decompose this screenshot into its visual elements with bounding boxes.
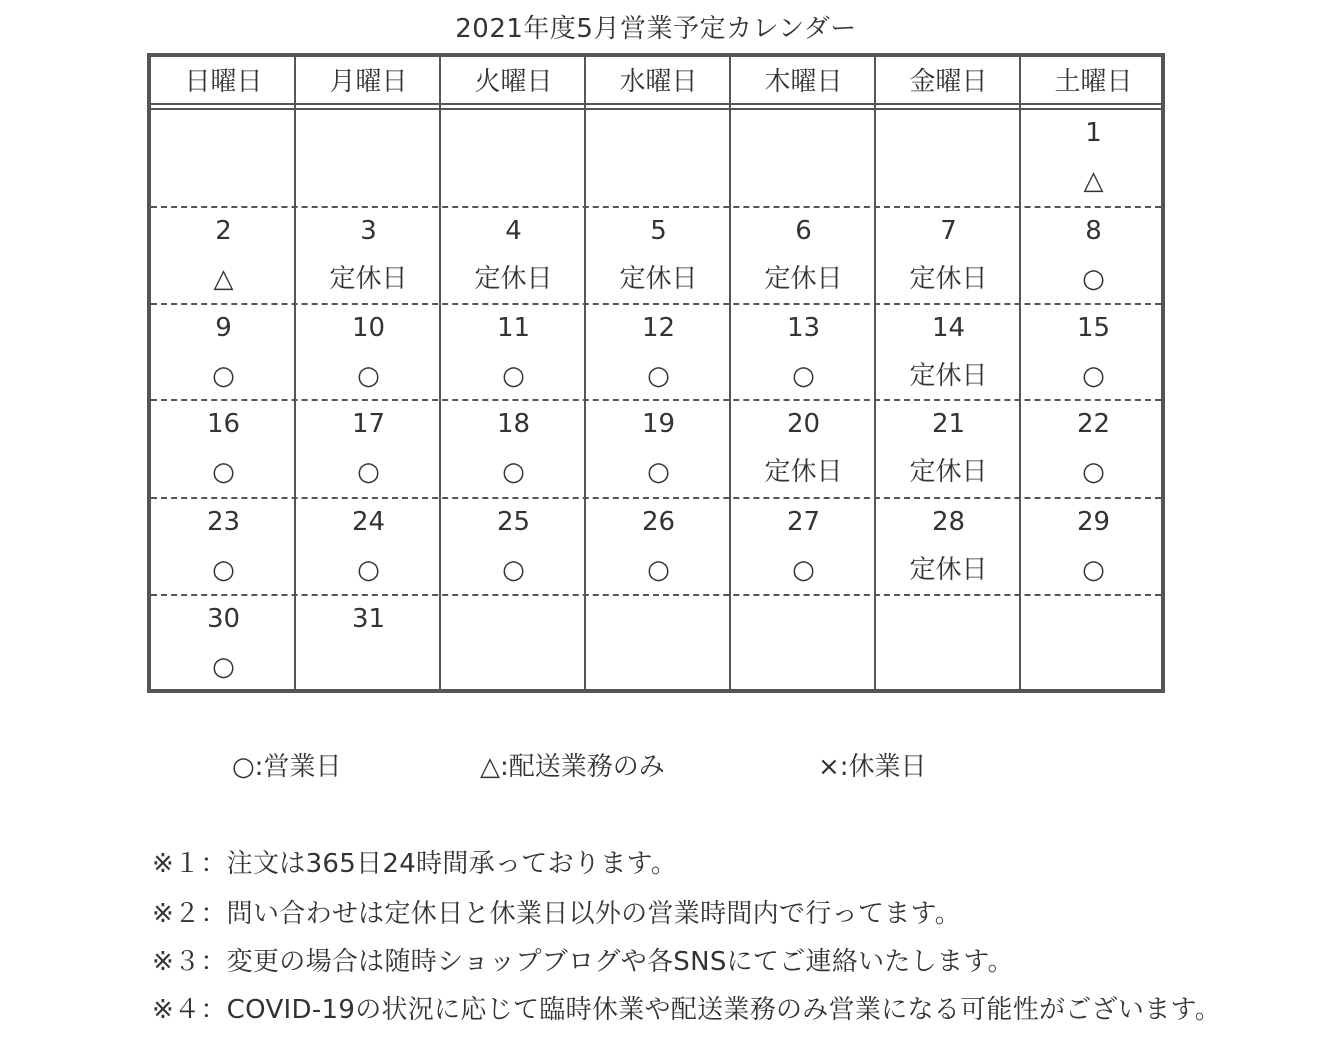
day-number: 20 (786, 409, 821, 439)
day-status (441, 647, 586, 687)
day-status: ○ (647, 457, 670, 487)
weekday-thursday: 木曜日 (764, 67, 843, 97)
header-divider (151, 103, 1161, 105)
day-status: 定休日 (764, 457, 843, 487)
day-cell (586, 595, 731, 692)
day-cell (731, 207, 876, 304)
day-number (151, 113, 296, 153)
day-cell (441, 207, 586, 304)
day-number: 7 (940, 216, 957, 246)
legend-closed: ×:休業日 (818, 752, 927, 782)
day-number: 31 (351, 604, 386, 634)
day-number: 28 (931, 507, 966, 537)
day-number: 27 (786, 507, 821, 537)
day-status: ○ (647, 555, 670, 585)
day-status: ○ (502, 361, 525, 391)
day-status: 定休日 (619, 264, 698, 294)
day-number: 16 (206, 409, 241, 439)
day-number (876, 113, 1021, 153)
day-number: 13 (786, 313, 821, 343)
day-number: 9 (215, 313, 232, 343)
legend-delivery: △:配送業務のみ (480, 752, 665, 782)
day-number: 24 (351, 507, 386, 537)
day-cell (731, 400, 876, 497)
day-status: ○ (357, 361, 380, 391)
day-status: ○ (357, 457, 380, 487)
day-number: 23 (206, 507, 241, 537)
day-cell (151, 109, 296, 206)
day-number: 11 (496, 313, 531, 343)
day-number: 3 (360, 216, 377, 246)
day-status (1021, 647, 1166, 687)
calendar-title: 2021年度5月営業予定カレンダー (455, 14, 857, 44)
day-cell (296, 109, 441, 206)
day-cell (586, 207, 731, 304)
day-cell (731, 304, 876, 401)
day-cell (1021, 400, 1166, 497)
day-status (731, 161, 876, 201)
day-cell (876, 109, 1021, 206)
day-status: 定休日 (909, 264, 988, 294)
day-number: 26 (641, 507, 676, 537)
day-number: 4 (505, 216, 522, 246)
day-number: 2 (215, 216, 232, 246)
day-status: 定休日 (329, 264, 408, 294)
day-number: 10 (351, 313, 386, 343)
day-status (296, 647, 441, 687)
day-status: ○ (357, 555, 380, 585)
day-cell (296, 400, 441, 497)
day-status: 定休日 (474, 264, 553, 294)
day-status: ○ (212, 555, 235, 585)
day-cell (151, 207, 296, 304)
day-cell (441, 400, 586, 497)
day-number: 17 (351, 409, 386, 439)
day-number (731, 113, 876, 153)
legend-open: ○:営業日 (232, 752, 342, 782)
day-status: ○ (212, 361, 235, 391)
day-status: ○ (502, 555, 525, 585)
day-cell (151, 498, 296, 595)
day-cell (1021, 498, 1166, 595)
day-number: 21 (931, 409, 966, 439)
weekday-wednesday: 水曜日 (619, 67, 698, 97)
note-4: ※４：COVID-19の状況に応じて臨時休業や配送業務のみ営業になる可能性がございます。 (152, 995, 1222, 1025)
day-status: ○ (647, 361, 670, 391)
day-number: 30 (206, 604, 241, 634)
day-status: ○ (1082, 361, 1105, 391)
day-cell (296, 498, 441, 595)
day-number (441, 113, 586, 153)
note-3: ※３：変更の場合は随時ショップブログや各SNSにてご連絡いたします。 (152, 947, 1014, 977)
day-status (441, 161, 586, 201)
day-status: ○ (212, 457, 235, 487)
day-number (296, 113, 441, 153)
day-status (876, 647, 1021, 687)
day-cell (1021, 595, 1166, 692)
day-cell (731, 498, 876, 595)
day-cell (441, 498, 586, 595)
day-number (876, 599, 1021, 639)
day-cell (586, 498, 731, 595)
day-number (586, 113, 731, 153)
day-cell (296, 207, 441, 304)
day-status: 定休日 (909, 555, 988, 585)
day-status: ○ (1082, 457, 1105, 487)
day-status: △ (1083, 166, 1104, 196)
day-cell (441, 595, 586, 692)
day-status: 定休日 (909, 361, 988, 391)
day-number (1021, 599, 1166, 639)
day-cell (441, 304, 586, 401)
calendar-grid (147, 53, 1165, 693)
day-cell (731, 595, 876, 692)
day-cell (1021, 207, 1166, 304)
note-1: ※１：注文は365日24時間承っております。 (152, 849, 678, 879)
day-cell (151, 595, 296, 692)
day-number: 6 (795, 216, 812, 246)
day-cell (151, 304, 296, 401)
day-number: 15 (1076, 313, 1111, 343)
day-cell (1021, 109, 1166, 206)
day-number (586, 599, 731, 639)
day-status (151, 161, 296, 201)
day-status (731, 647, 876, 687)
weekday-saturday: 土曜日 (1054, 67, 1133, 97)
day-number: 12 (641, 313, 676, 343)
day-status: ○ (792, 361, 815, 391)
day-number: 14 (931, 313, 966, 343)
day-number (441, 599, 586, 639)
day-status: ○ (1082, 555, 1105, 585)
day-status (296, 161, 441, 201)
day-cell (876, 400, 1021, 497)
weekday-sunday: 日曜日 (184, 67, 263, 97)
day-status: ○ (502, 457, 525, 487)
day-cell (586, 400, 731, 497)
day-status: △ (213, 264, 234, 294)
day-cell (441, 109, 586, 206)
day-number: 18 (496, 409, 531, 439)
day-number: 1 (1085, 118, 1102, 148)
day-status: ○ (1082, 264, 1105, 294)
day-number: 25 (496, 507, 531, 537)
day-cell (876, 595, 1021, 692)
day-cell (1021, 304, 1166, 401)
weekday-tuesday: 火曜日 (474, 67, 553, 97)
day-cell (296, 304, 441, 401)
day-number: 5 (650, 216, 667, 246)
day-cell (876, 207, 1021, 304)
day-status (586, 161, 731, 201)
day-status: ○ (792, 555, 815, 585)
day-status (876, 161, 1021, 201)
day-number: 8 (1085, 216, 1102, 246)
day-status: 定休日 (764, 264, 843, 294)
day-cell (586, 304, 731, 401)
day-cell (876, 498, 1021, 595)
weekday-friday: 金曜日 (909, 67, 988, 97)
day-status (586, 647, 731, 687)
day-cell (731, 109, 876, 206)
day-cell (876, 304, 1021, 401)
day-status: ○ (212, 652, 235, 682)
day-number (731, 599, 876, 639)
day-cell (151, 400, 296, 497)
day-number: 22 (1076, 409, 1111, 439)
day-number: 19 (641, 409, 676, 439)
weekday-monday: 月曜日 (329, 67, 408, 97)
day-number: 29 (1076, 507, 1111, 537)
note-2: ※２：問い合わせは定休日と休業日以外の営業時間内で行ってます。 (152, 899, 962, 929)
day-status: 定休日 (909, 457, 988, 487)
day-cell (296, 595, 441, 692)
day-cell (586, 109, 731, 206)
